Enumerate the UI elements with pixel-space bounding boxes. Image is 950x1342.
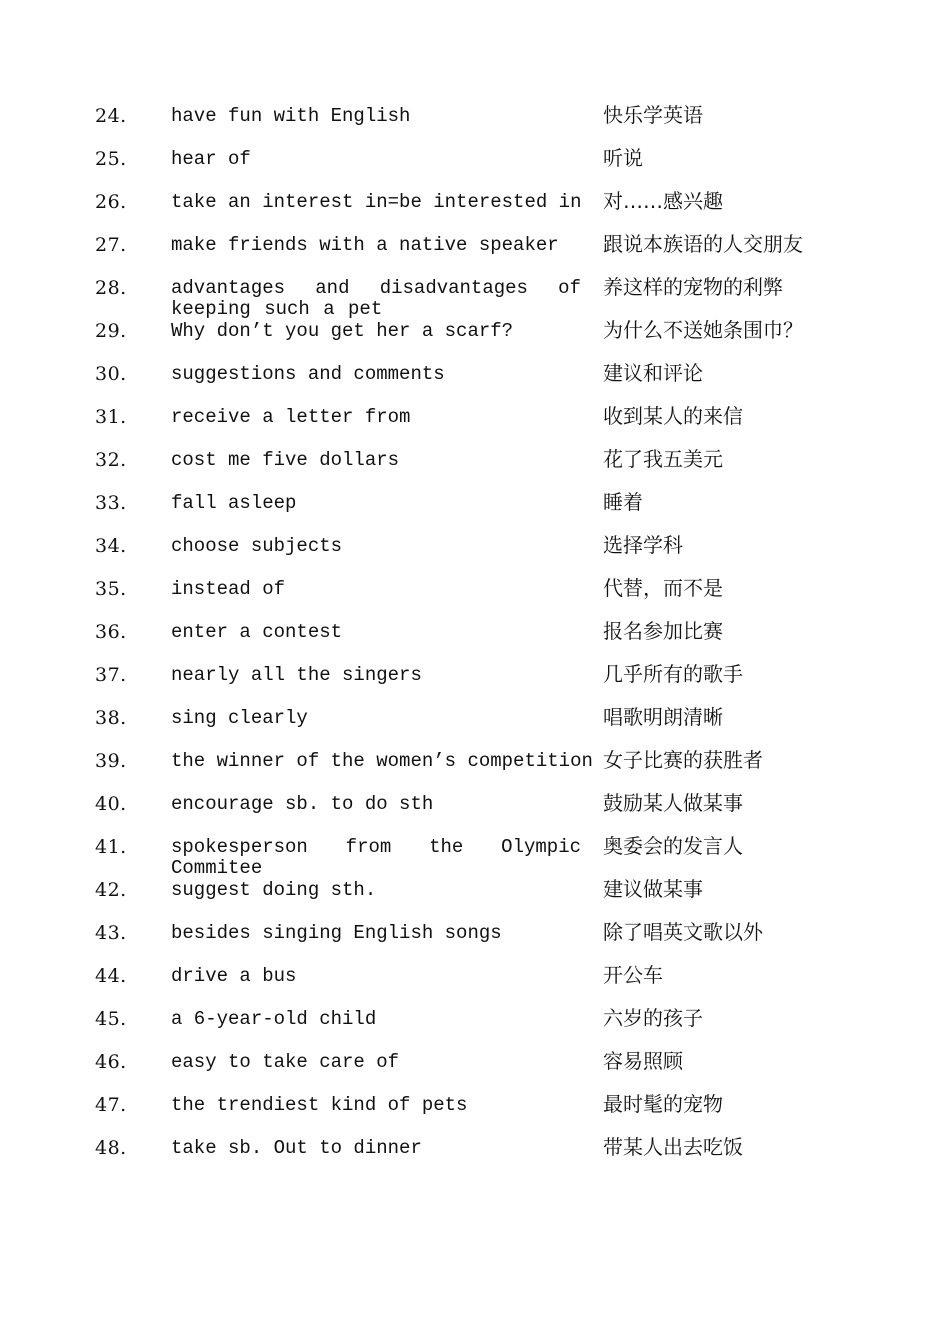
item-number: 29.	[95, 320, 127, 342]
chinese-meaning: 女子比赛的获胜者	[603, 748, 763, 772]
chinese-meaning: 花了我五美元	[603, 447, 723, 471]
english-phrase: have fun with English	[171, 105, 411, 127]
chinese-meaning: 建议和评论	[603, 361, 703, 385]
item-number: 31.	[95, 406, 127, 428]
item-number: 28.	[95, 277, 127, 299]
item-number: 32.	[95, 449, 127, 471]
vocabulary-list	[95, 98, 835, 1173]
english-phrase: make friends with a native speaker	[171, 234, 559, 256]
english-phrase: take sb. Out to dinner	[171, 1137, 422, 1159]
list-item	[95, 571, 835, 614]
list-item	[95, 270, 835, 320]
chinese-meaning: 几乎所有的歌手	[603, 662, 743, 686]
english-phrase: suggestions and comments	[171, 363, 445, 385]
item-number: 33.	[95, 492, 127, 514]
english-phrase: drive a bus	[171, 965, 297, 987]
chinese-meaning: 六岁的孩子	[603, 1006, 703, 1030]
english-phrase: enter a contest	[171, 621, 343, 643]
list-item	[95, 829, 835, 879]
list-item	[95, 1001, 835, 1044]
chinese-meaning: 听说	[603, 146, 643, 170]
list-item	[95, 184, 835, 227]
list-item	[95, 614, 835, 657]
list-item	[95, 98, 835, 141]
chinese-meaning: 对……感兴趣	[603, 189, 723, 213]
english-phrase: fall asleep	[171, 492, 297, 514]
chinese-meaning: 开公车	[603, 963, 663, 987]
list-item	[95, 743, 835, 786]
list-item	[95, 1087, 835, 1130]
chinese-meaning: 收到某人的来信	[603, 404, 743, 428]
item-number: 36.	[95, 621, 127, 643]
english-phrase: cost me five dollars	[171, 449, 400, 471]
list-item	[95, 485, 835, 528]
list-item	[95, 657, 835, 700]
item-number: 47.	[95, 1094, 127, 1116]
list-item	[95, 313, 835, 356]
chinese-meaning: 代替，而不是	[603, 576, 723, 600]
item-number: 42.	[95, 879, 127, 901]
chinese-meaning: 报名参加比赛	[603, 619, 723, 643]
list-item	[95, 141, 835, 184]
item-number: 39.	[95, 750, 127, 772]
chinese-meaning: 快乐学英语	[603, 103, 703, 127]
english-phrase: encourage sb. to do sth	[171, 793, 434, 815]
item-number: 38.	[95, 707, 127, 729]
english-phrase: take an interest in=be interested in	[171, 191, 582, 213]
list-item	[95, 915, 835, 958]
english-phrase: hear of	[171, 148, 251, 170]
english-phrase: receive a letter from	[171, 406, 411, 428]
list-item	[95, 872, 835, 915]
item-number: 37.	[95, 664, 127, 686]
english-phrase: easy to take care of	[171, 1051, 400, 1073]
chinese-meaning: 鼓励某人做某事	[603, 791, 743, 815]
item-number: 43.	[95, 922, 127, 944]
item-number: 30.	[95, 363, 127, 385]
item-number: 48.	[95, 1137, 127, 1159]
list-item	[95, 1130, 835, 1173]
list-item	[95, 786, 835, 829]
list-item	[95, 700, 835, 743]
english-phrase: the trendiest kind of pets	[171, 1094, 468, 1116]
item-number: 44.	[95, 965, 127, 987]
chinese-meaning: 为什么不送她条围巾？	[603, 318, 803, 342]
english-phrase: a 6-year-old child	[171, 1008, 377, 1030]
item-number: 34.	[95, 535, 127, 557]
chinese-meaning: 唱歌明朗清晰	[603, 705, 723, 729]
english-phrase: advantages and disadvantages of keeping such a pet	[171, 277, 581, 320]
chinese-meaning: 养这样的宠物的利弊	[603, 275, 783, 299]
english-phrase: spokesperson from the Olympic Commitee	[171, 836, 581, 879]
chinese-meaning: 带某人出去吃饭	[603, 1135, 743, 1159]
chinese-meaning: 容易照顾	[603, 1049, 683, 1073]
english-phrase: suggest doing sth.	[171, 879, 377, 901]
item-number: 40.	[95, 793, 127, 815]
english-phrase: sing clearly	[171, 707, 308, 729]
english-phrase: instead of	[171, 578, 286, 600]
item-number: 26.	[95, 191, 127, 213]
item-number: 35.	[95, 578, 127, 600]
item-number: 27.	[95, 234, 127, 256]
item-number: 24.	[95, 105, 127, 127]
chinese-meaning: 除了唱英文歌以外	[603, 920, 763, 944]
english-phrase: besides singing English songs	[171, 922, 502, 944]
list-item	[95, 356, 835, 399]
list-item	[95, 958, 835, 1001]
list-item	[95, 227, 835, 270]
chinese-meaning: 睡着	[603, 490, 643, 514]
chinese-meaning: 最时髦的宠物	[603, 1092, 723, 1116]
list-item	[95, 442, 835, 485]
english-phrase: choose subjects	[171, 535, 343, 557]
item-number: 25.	[95, 148, 127, 170]
chinese-meaning: 跟说本族语的人交朋友	[603, 232, 803, 256]
english-phrase: nearly all the singers	[171, 664, 422, 686]
item-number: 45.	[95, 1008, 127, 1030]
chinese-meaning: 奥委会的发言人	[603, 834, 743, 858]
item-number: 41.	[95, 836, 127, 858]
chinese-meaning: 选择学科	[603, 533, 683, 557]
english-phrase: the winner of the women’s competition	[171, 750, 593, 772]
item-number: 46.	[95, 1051, 127, 1073]
english-phrase: Why don’t you get her a scarf?	[171, 320, 514, 342]
list-item	[95, 1044, 835, 1087]
list-item	[95, 528, 835, 571]
list-item	[95, 399, 835, 442]
chinese-meaning: 建议做某事	[603, 877, 703, 901]
